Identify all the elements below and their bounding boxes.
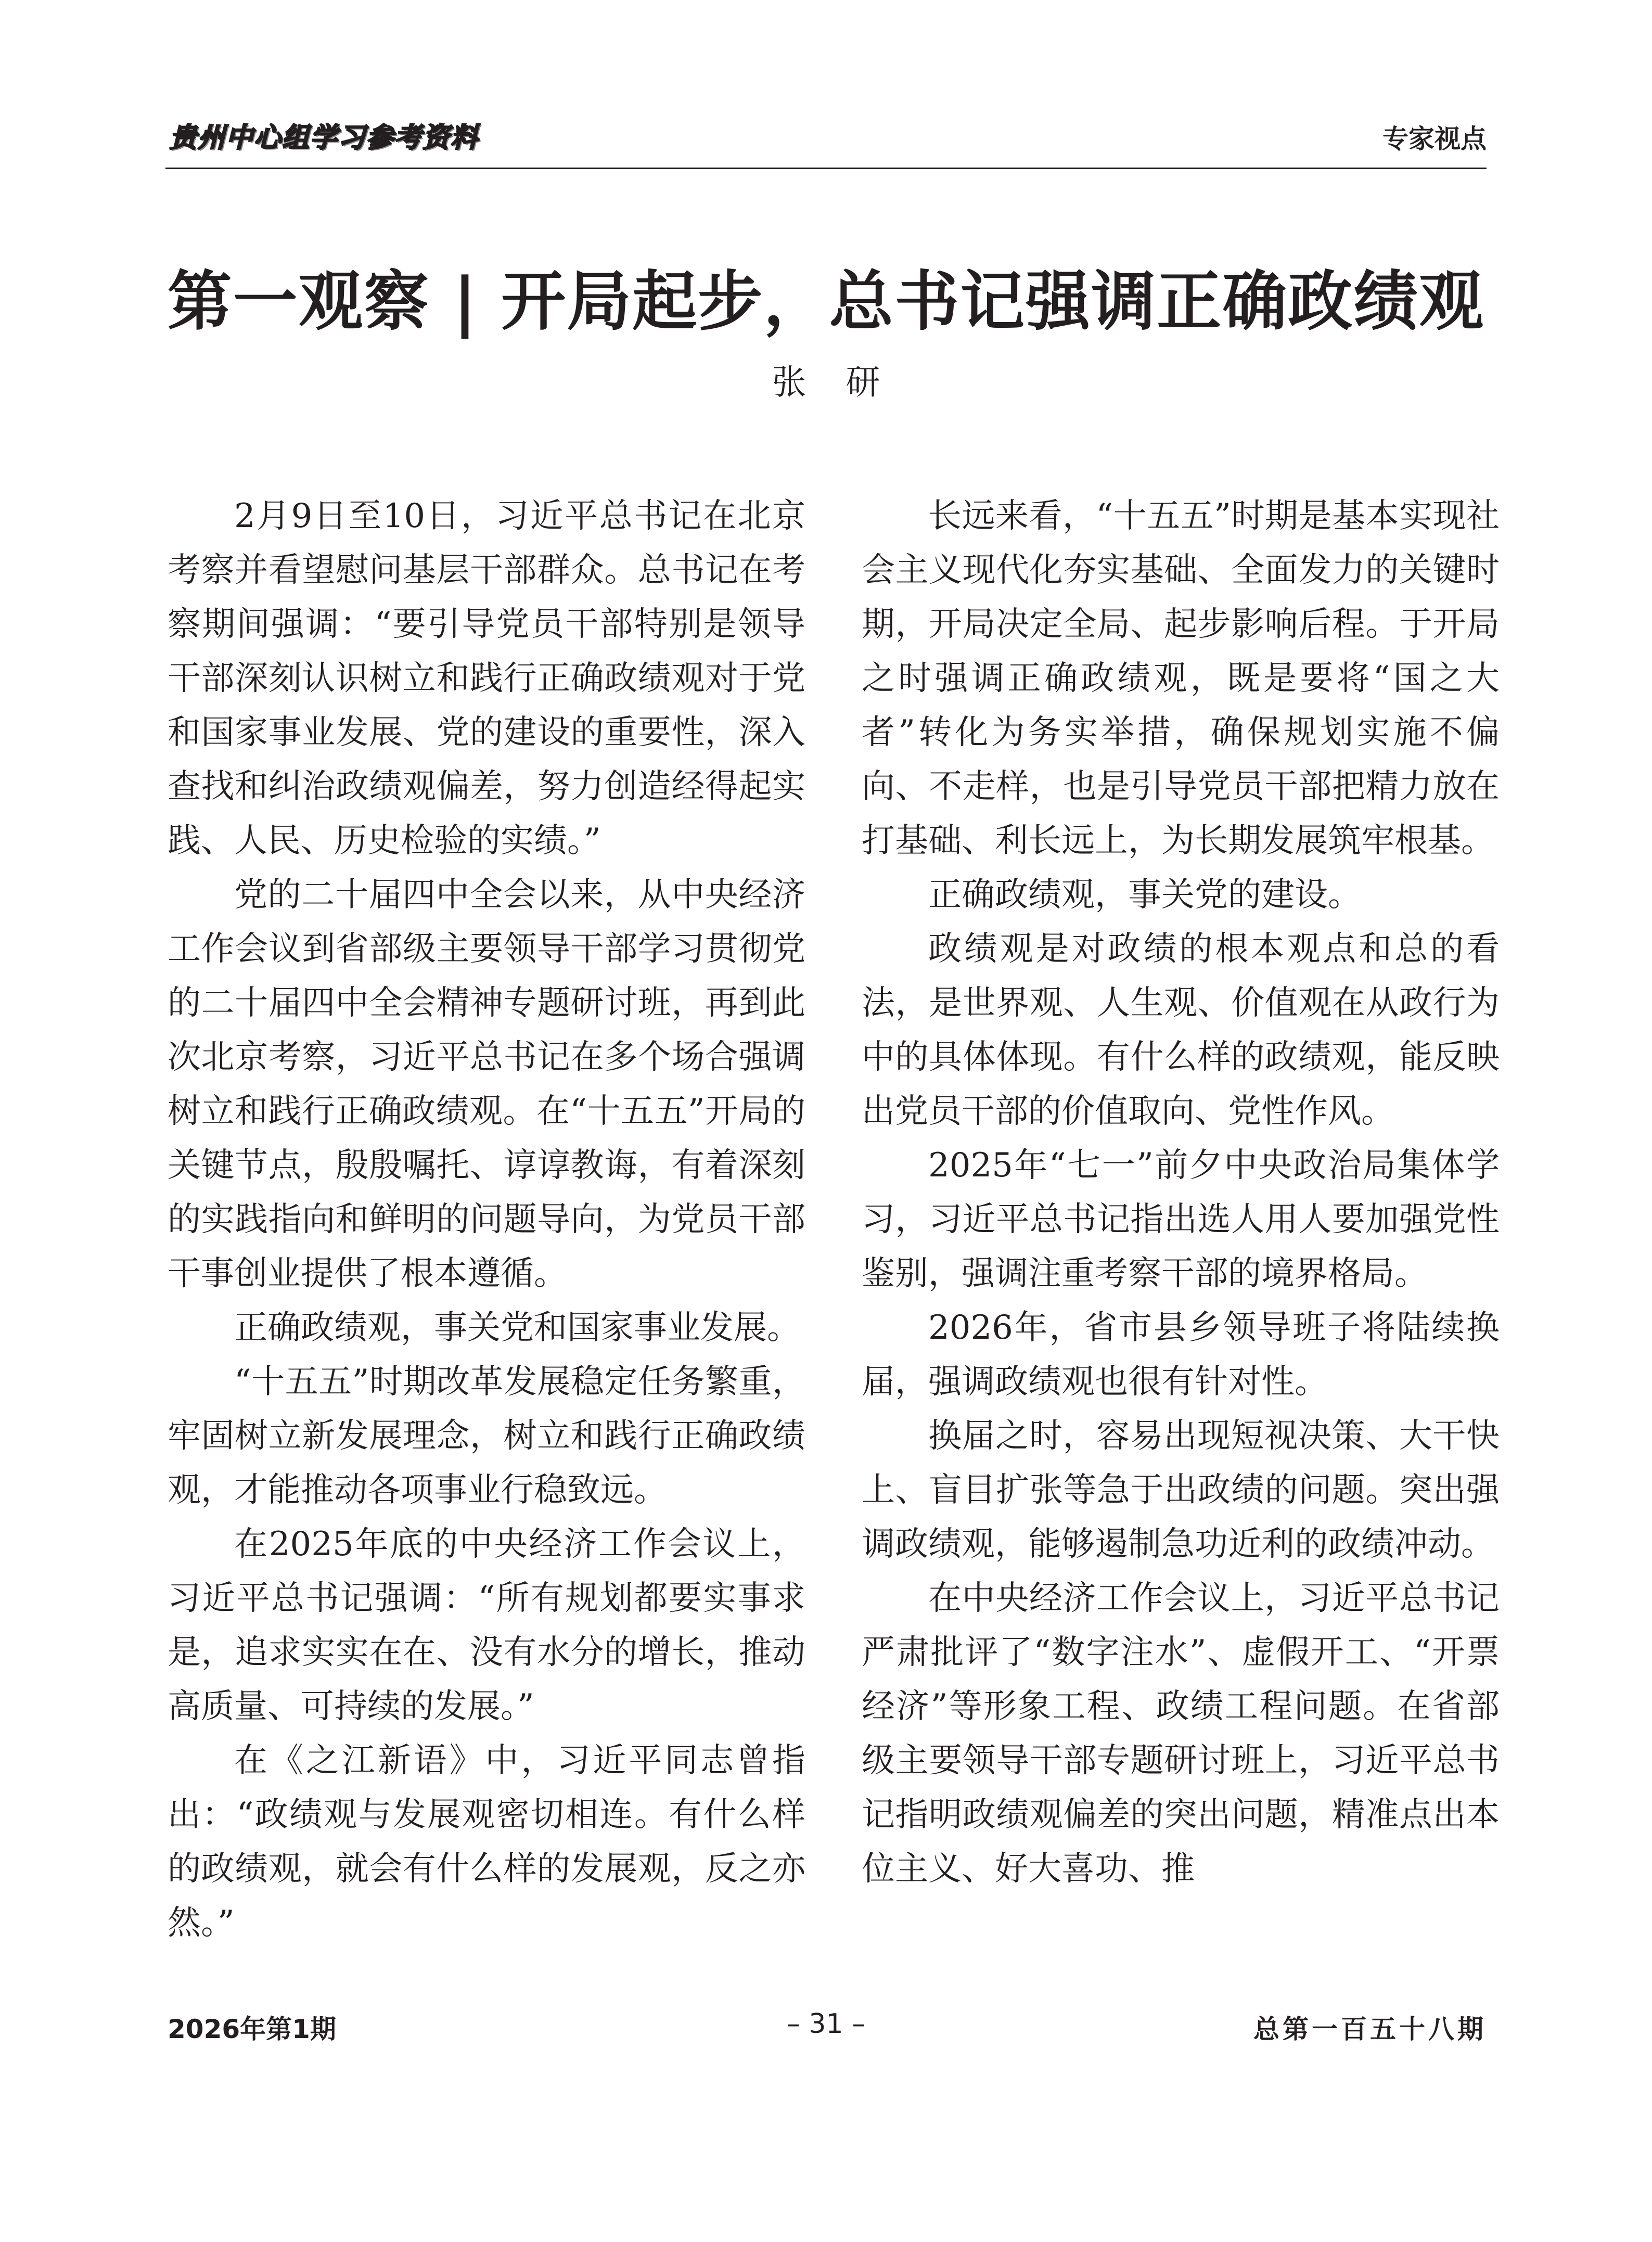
issue-number: 2026年第1期 xyxy=(168,2014,336,2044)
paragraph: “十五五”时期改革发展稳定任务繁重，牢固树立新发展理念，树立和践行正确政绩观，才能推动各项事业行稳致远。 xyxy=(168,1363,805,1509)
paragraph: 政绩观是对政绩的根本观点和总的看法，是世界观、人生观、价值观在从政行为中的具体体现。有什么样的政绩观，能反映出党员干部的价值取向、党性作风。 xyxy=(862,930,1500,1131)
article-title: 第一观察 | 开局起步，总书记强调正确政绩观 xyxy=(167,264,1485,339)
article-author: 张研 xyxy=(772,362,920,402)
paragraph: 在中央经济工作会议上，习近平总书记严肃批评了“数字注水”、虚假开工、“开票经济”等形象工程、政绩工程问题。在省部级主要领导干部专题研讨班上，习近平总书记指明政绩观偏差的突出问题，精准点出本位主义、好大喜功、推 xyxy=(862,1579,1500,1888)
journal-name: 贵州中心组学习参考资料 xyxy=(170,122,479,153)
paragraph: 在《之江新语》中，习近平同志曾指出：“政绩观与发展观密切相连。有什么样的政绩观，就会有什么样的发展观，反之亦然。” xyxy=(168,1741,805,1942)
paragraph: 2月9日至10日，习近平总书记在北京考察并看望慰问基层干部群众。总书记在考察期间强调：“要引导党员干部特别是领导干部深刻认识树立和践行正确政绩观对于党和国家事业发展、党的建设的重要性，深入查找和纠治政绩观偏差，努力创造经得起实践、人民、历史检验的实绩。” xyxy=(168,497,805,860)
paragraph: 正确政绩观，事关党和国家事业发展。 xyxy=(234,1309,800,1347)
section-label: 专家视点 xyxy=(1382,124,1487,154)
paragraph: 在2025年底的中央经济工作会议上，习近平总书记强调：“所有规划都要实事求是，追求实实在在、没有水分的增长，推动高质量、可持续的发展。” xyxy=(168,1525,805,1726)
right-column xyxy=(862,489,1500,1896)
left-column xyxy=(168,489,805,1950)
paragraph: 2026年，省市县乡领导班子将陆续换届，强调政绩观也很有针对性。 xyxy=(862,1309,1500,1401)
total-issue-number: 总第一百五十八期 xyxy=(1253,2014,1487,2044)
page-number: – 31 – xyxy=(786,2008,866,2040)
paragraph: 正确政绩观，事关党的建设。 xyxy=(928,876,1361,914)
paragraph: 党的二十届四中全会以来，从中央经济工作会议到省部级主要领导干部学习贯彻党的二十届四中全会精神专题研讨班，再到此次北京考察，习近平总书记在多个场合强调树立和践行正确政绩观。在“十五五”开局的关键节点，殷殷嘱托、谆谆教诲，有着深刻的实践指向和鲜明的问题导向，为党员干部干事创业提供了根本遵循。 xyxy=(168,876,805,1293)
paragraph: 长远来看，“十五五”时期是基本实现社会主义现代化夯实基础、全面发力的关键时期，开局决定全局、起步影响后程。于开局之时强调正确政绩观，既是要将“国之大者”转化为务实举措，确保规划实施不偏向、不走样，也是引导党员干部把精力放在打基础、利长远上，为长期发展筑牢根基。 xyxy=(862,497,1500,860)
header-divider xyxy=(165,168,1487,169)
paragraph: 2025年“七一”前夕中央政治局集体学习，习近平总书记指出选人用人要加强党性鉴别，强调注重考察干部的境界格局。 xyxy=(862,1146,1500,1293)
paragraph: 换届之时，容易出现短视决策、大干快上、盲目扩张等急于出政绩的问题。突出强调政绩观，能够遏制急功近利的政绩冲动。 xyxy=(862,1417,1500,1564)
